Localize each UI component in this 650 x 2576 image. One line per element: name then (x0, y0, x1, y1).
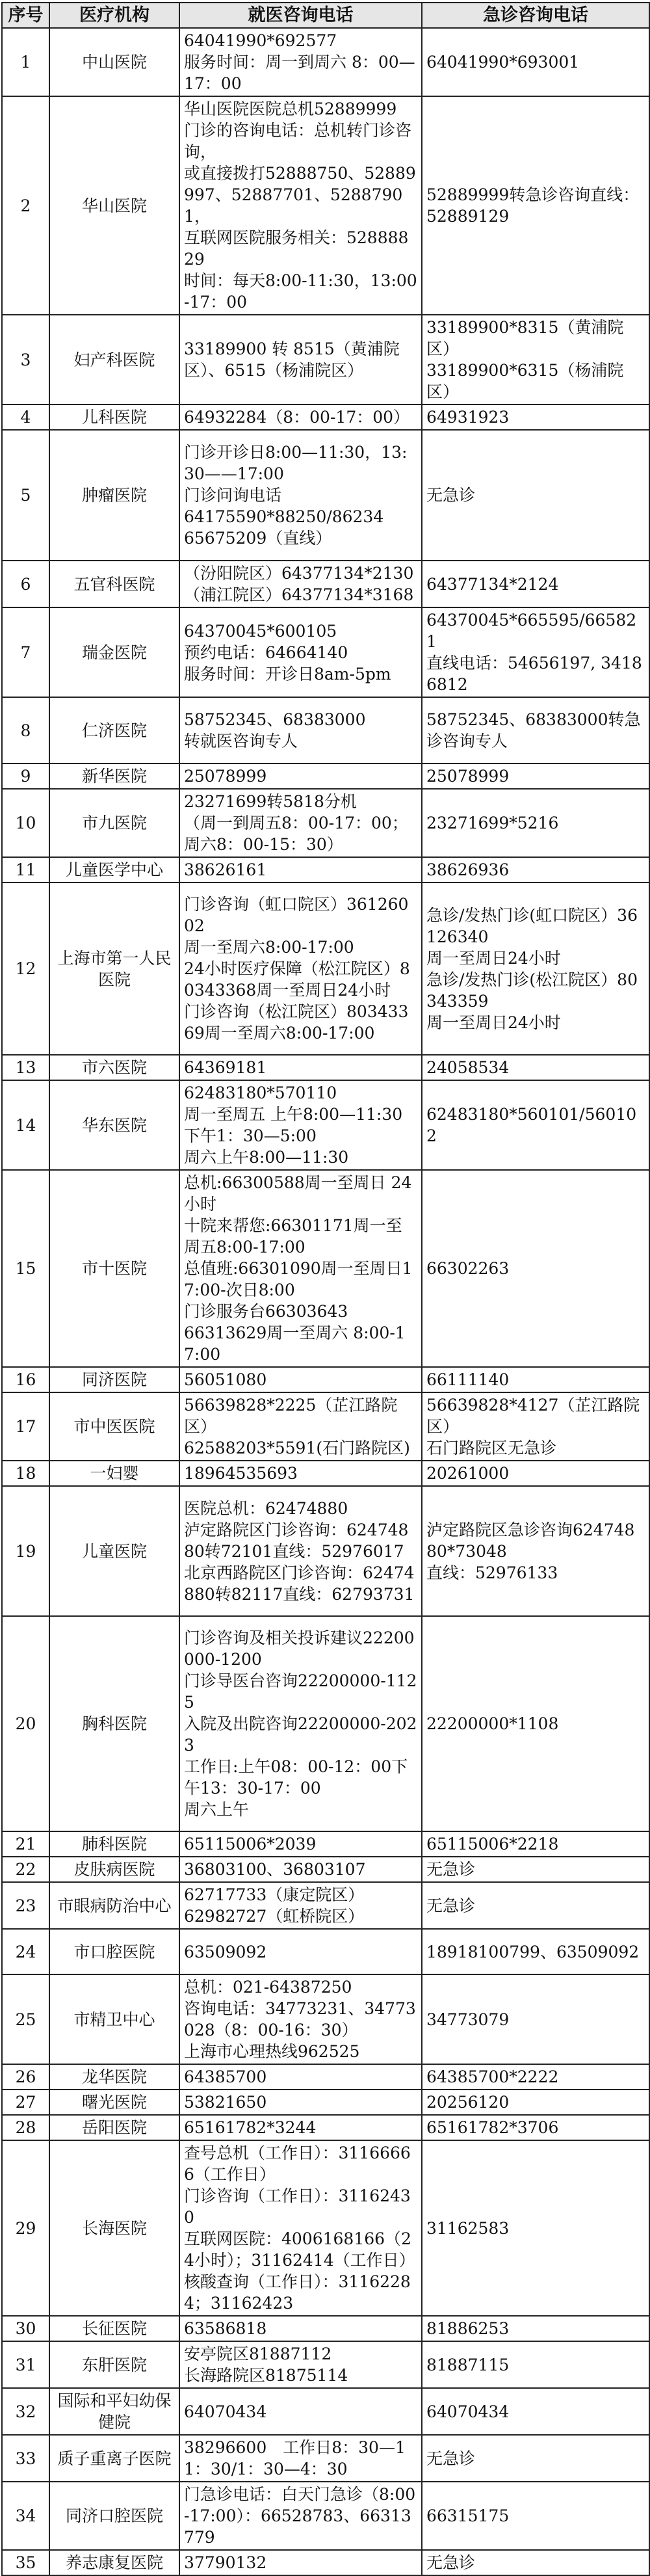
row-number: 33 (2, 2435, 49, 2482)
row-number: 19 (2, 1486, 49, 1616)
table-row (2, 789, 649, 857)
consult-phone: 查号总机（工作日）：31166666（工作日） 门诊咨询（工作日）：31162430 互联网医院：4006168166（24小时）；31162414（工作日） 核酸查询（工作日）：31162284；31162423 (179, 2140, 422, 2316)
table-body (2, 28, 649, 2575)
row-number: 3 (2, 315, 49, 405)
institution-name: 上海市第一人民医院 (49, 883, 179, 1055)
consult-phone: 64370045*600105 预约电话：64664140 服务时间：开诊日8am-5pm (179, 607, 422, 697)
emergency-phone: 56639828*4127（芷江路院区） 石门路院区无急诊 (422, 1392, 649, 1461)
row-number: 16 (2, 1367, 49, 1392)
consult-phone: 安亭院区81887112 长海路院区81875114 (179, 2341, 422, 2388)
institution-name: 儿科医院 (49, 405, 179, 430)
consult-phone: 64932284（8：00-17：00） (179, 405, 422, 430)
emergency-phone: 65115006*2218 (422, 1831, 649, 1857)
emergency-phone: 62483180*560101/560102 (422, 1080, 649, 1170)
table-row (2, 607, 649, 697)
row-number: 25 (2, 1974, 49, 2064)
emergency-phone: 18918100799、63509092 (422, 1929, 649, 1974)
row-number: 28 (2, 2115, 49, 2140)
table-row (2, 1974, 649, 2064)
table-row (2, 1486, 649, 1616)
emergency-phone: 无急诊 (422, 2550, 649, 2575)
emergency-phone: 52889999转急诊咨询直线：52889129 (422, 96, 649, 315)
row-number: 7 (2, 607, 49, 697)
emergency-phone: 66111140 (422, 1367, 649, 1392)
consult-phone: 38626161 (179, 857, 422, 883)
institution-name: 市中医医院 (49, 1392, 179, 1461)
table-row (2, 1055, 649, 1080)
institution-name: 养志康复医院 (49, 2550, 179, 2575)
table-row (2, 1461, 649, 1486)
row-number: 31 (2, 2341, 49, 2388)
emergency-phone: 64385700*2222 (422, 2064, 649, 2090)
emergency-phone: 急诊/发热门诊(虹口院区）36126340 周一至周日24小时 急诊/发热门诊(松江院区）80343359 周一至周日24小时 (422, 883, 649, 1055)
consult-phone: 37790132 (179, 2550, 422, 2575)
table-row (2, 1929, 649, 1974)
emergency-phone: 81886253 (422, 2316, 649, 2341)
consult-phone: 门诊开诊日8:00—11:30，13:30——17:00 门诊问询电话 64175590*88250/86234 65675209（直线） (179, 430, 422, 561)
emergency-phone: 31162583 (422, 2140, 649, 2316)
row-number: 24 (2, 1929, 49, 1974)
table-row (2, 2115, 649, 2140)
row-number: 9 (2, 764, 49, 789)
row-number: 30 (2, 2316, 49, 2341)
institution-name: 市十医院 (49, 1170, 179, 1367)
emergency-phone: 24058534 (422, 1055, 649, 1080)
consult-phone: 63509092 (179, 1929, 422, 1974)
institution-name: 中山医院 (49, 28, 179, 96)
institution-name: 市精卫中心 (49, 1974, 179, 2064)
table-row (2, 2090, 649, 2115)
consult-phone: 门诊咨询及相关投诉建议22200000-1200 门诊导医台咨询22200000-1125 入院及出院咨询22200000-2023 工作日:上午08：00-12：00下午13：30-17：00 周六上午 (179, 1616, 422, 1831)
row-number: 17 (2, 1392, 49, 1461)
consult-phone: 58752345、68383000 转就医咨询专人 (179, 697, 422, 764)
table-row (2, 1392, 649, 1461)
table-row (2, 28, 649, 96)
row-number: 23 (2, 1882, 49, 1929)
institution-name: 瑞金医院 (49, 607, 179, 697)
consult-phone: 65115006*2039 (179, 1831, 422, 1857)
emergency-phone: 23271699*5216 (422, 789, 649, 857)
table-row (2, 315, 649, 405)
table-row (2, 2388, 649, 2435)
institution-name: 华东医院 (49, 1080, 179, 1170)
institution-name: 长海医院 (49, 2140, 179, 2316)
table-row (2, 1080, 649, 1170)
header-serial-no: 序号 (2, 3, 49, 28)
consult-phone: 25078999 (179, 764, 422, 789)
emergency-phone: 64041990*693001 (422, 28, 649, 96)
row-number: 5 (2, 430, 49, 561)
table-row (2, 561, 649, 607)
institution-name: 国际和平妇幼保健院 (49, 2388, 179, 2435)
emergency-phone: 泸定路院区急诊咨询62474880*73048 直线：52976133 (422, 1486, 649, 1616)
row-number: 18 (2, 1461, 49, 1486)
table-row (2, 2064, 649, 2090)
row-number: 14 (2, 1080, 49, 1170)
consult-phone: 总机:66300588周一至周日 24小时 十院来帮您:66301171周一至周五8:00-17:00 总值班:66301090周一至周日17:00-次日8:00 门诊服务台66303643 66313629周一至周六 8:00-17:00 (179, 1170, 422, 1367)
consult-phone: 63586818 (179, 2316, 422, 2341)
institution-name: 岳阳医院 (49, 2115, 179, 2140)
emergency-phone: 81887115 (422, 2341, 649, 2388)
institution-name: 一妇婴 (49, 1461, 179, 1486)
header-emergency-phone: 急诊咨询电话 (422, 3, 649, 28)
row-number: 8 (2, 697, 49, 764)
emergency-phone: 38626936 (422, 857, 649, 883)
institution-name: 妇产科医院 (49, 315, 179, 405)
consult-phone: 64070434 (179, 2388, 422, 2435)
emergency-phone: 65161782*3706 (422, 2115, 649, 2140)
institution-name: 市口腔医院 (49, 1929, 179, 1974)
table-row (2, 430, 649, 561)
institution-name: 胸科医院 (49, 1616, 179, 1831)
table-row (2, 1170, 649, 1367)
table-row (2, 2140, 649, 2316)
table-row (2, 764, 649, 789)
institution-name: 华山医院 (49, 96, 179, 315)
emergency-phone: 无急诊 (422, 1857, 649, 1882)
institution-name: 东肝医院 (49, 2341, 179, 2388)
institution-name: 儿童医院 (49, 1486, 179, 1616)
row-number: 2 (2, 96, 49, 315)
consult-phone: 总机：021-64387250 咨询电话：34773231、34773028（8：00-16：30） 上海市心理热线962525 (179, 1974, 422, 2064)
table-row (2, 857, 649, 883)
table-row (2, 1616, 649, 1831)
emergency-phone: 66315175 (422, 2482, 649, 2550)
institution-name: 同济医院 (49, 1367, 179, 1392)
hospital-phone-table (1, 2, 650, 2576)
table-row (2, 697, 649, 764)
consult-phone: 36803100、36803107 (179, 1857, 422, 1882)
emergency-phone: 66302263 (422, 1170, 649, 1367)
row-number: 12 (2, 883, 49, 1055)
row-number: 1 (2, 28, 49, 96)
consult-phone: 65161782*3244 (179, 2115, 422, 2140)
table-header-row (2, 3, 649, 28)
consult-phone: 56051080 (179, 1367, 422, 1392)
row-number: 10 (2, 789, 49, 857)
consult-phone: 医院总机：62474880 泸定路院区门诊咨询：62474880转72101直线：52976017 北京西路院区门诊咨询：62474880转82117直线：62793731 (179, 1486, 422, 1616)
table-row (2, 405, 649, 430)
emergency-phone: 无急诊 (422, 430, 649, 561)
consult-phone: 64385700 (179, 2064, 422, 2090)
emergency-phone: 64070434 (422, 2388, 649, 2435)
row-number: 6 (2, 561, 49, 607)
row-number: 32 (2, 2388, 49, 2435)
row-number: 11 (2, 857, 49, 883)
institution-name: 皮肤病医院 (49, 1857, 179, 1882)
emergency-phone: 20261000 (422, 1461, 649, 1486)
table-row (2, 2435, 649, 2482)
row-number: 27 (2, 2090, 49, 2115)
emergency-phone: 58752345、68383000转急诊咨询专人 (422, 697, 649, 764)
institution-name: 市九医院 (49, 789, 179, 857)
emergency-phone: 无急诊 (422, 1882, 649, 1929)
consult-phone: 门急诊电话：白天门急诊（8:00-17:00）：66528783、66313779 (179, 2482, 422, 2550)
institution-name: 仁济医院 (49, 697, 179, 764)
institution-name: 龙华医院 (49, 2064, 179, 2090)
consult-phone: 38296600 工作日8：30—11：30/1：30—4：30 (179, 2435, 422, 2482)
institution-name: 新华医院 (49, 764, 179, 789)
table-row (2, 883, 649, 1055)
table-row (2, 1831, 649, 1857)
row-number: 34 (2, 2482, 49, 2550)
row-number: 22 (2, 1857, 49, 1882)
institution-name: 质子重离子医院 (49, 2435, 179, 2482)
table-row (2, 96, 649, 315)
consult-phone: 18964535693 (179, 1461, 422, 1486)
emergency-phone: 20256120 (422, 2090, 649, 2115)
row-number: 15 (2, 1170, 49, 1367)
header-consult-phone: 就医咨询电话 (179, 3, 422, 28)
row-number: 35 (2, 2550, 49, 2575)
header-institution: 医疗机构 (49, 3, 179, 28)
consult-phone: 33189900 转 8515（黄浦院区）、6515（杨浦院区） (179, 315, 422, 405)
consult-phone: 64369181 (179, 1055, 422, 1080)
consult-phone: 64041990*692577 服务时间：周一到周六 8：00—17：00 (179, 28, 422, 96)
emergency-phone: 34773079 (422, 1974, 649, 2064)
table-row (2, 2550, 649, 2575)
row-number: 4 (2, 405, 49, 430)
emergency-phone: 64377134*2124 (422, 561, 649, 607)
table-row (2, 2316, 649, 2341)
row-number: 26 (2, 2064, 49, 2090)
row-number: 29 (2, 2140, 49, 2316)
table-row (2, 1367, 649, 1392)
row-number: 21 (2, 1831, 49, 1857)
institution-name: 市六医院 (49, 1055, 179, 1080)
emergency-phone: 25078999 (422, 764, 649, 789)
institution-name: 五官科医院 (49, 561, 179, 607)
consult-phone: 62717733（康定院区） 62982727（虹桥院区） (179, 1882, 422, 1929)
row-number: 20 (2, 1616, 49, 1831)
emergency-phone: 33189900*8315（黄浦院区） 33189900*6315（杨浦院区） (422, 315, 649, 405)
row-number: 13 (2, 1055, 49, 1080)
consult-phone: 门诊咨询（虹口院区）36126002 周一至周六8:00-17:00 24小时医疗保障（松江院区）80343368周一至周日24小时 门诊咨询（松江院区）80343369周一至周六8:00-17:00 (179, 883, 422, 1055)
emergency-phone: 22200000*1108 (422, 1616, 649, 1831)
institution-name: 儿童医学中心 (49, 857, 179, 883)
consult-phone: 62483180*570110 周一至周五 上午8:00—11:30 下午1：30—5:00 周六上午8:00—11:30 (179, 1080, 422, 1170)
institution-name: 同济口腔医院 (49, 2482, 179, 2550)
table-row (2, 2482, 649, 2550)
table-row (2, 2341, 649, 2388)
emergency-phone: 64931923 (422, 405, 649, 430)
consult-phone: 23271699转5818分机 （周一到周五8：00-17：00；周六8：00-15：30） (179, 789, 422, 857)
institution-name: 肺科医院 (49, 1831, 179, 1857)
table-row (2, 1857, 649, 1882)
table-row (2, 1882, 649, 1929)
consult-phone: 53821650 (179, 2090, 422, 2115)
emergency-phone: 无急诊 (422, 2435, 649, 2482)
consult-phone: 华山医院医院总机52889999 门诊的咨询电话：总机转门诊咨询， 或直接拨打52888750、52889997、52887701、52887901， 互联网医院服务相关：52888829 时间：每天8:00-11:30，13:00-17：00 (179, 96, 422, 315)
emergency-phone: 64370045*665595/665821 直线电话：54656197, 34186812 (422, 607, 649, 697)
consult-phone: （汾阳院区）64377134*2130 （浦江院区）64377134*3168 (179, 561, 422, 607)
institution-name: 市眼病防治中心 (49, 1882, 179, 1929)
consult-phone: 56639828*2225（芷江路院区） 62588203*5591(石门路院区) (179, 1392, 422, 1461)
institution-name: 曙光医院 (49, 2090, 179, 2115)
institution-name: 肿瘤医院 (49, 430, 179, 561)
institution-name: 长征医院 (49, 2316, 179, 2341)
